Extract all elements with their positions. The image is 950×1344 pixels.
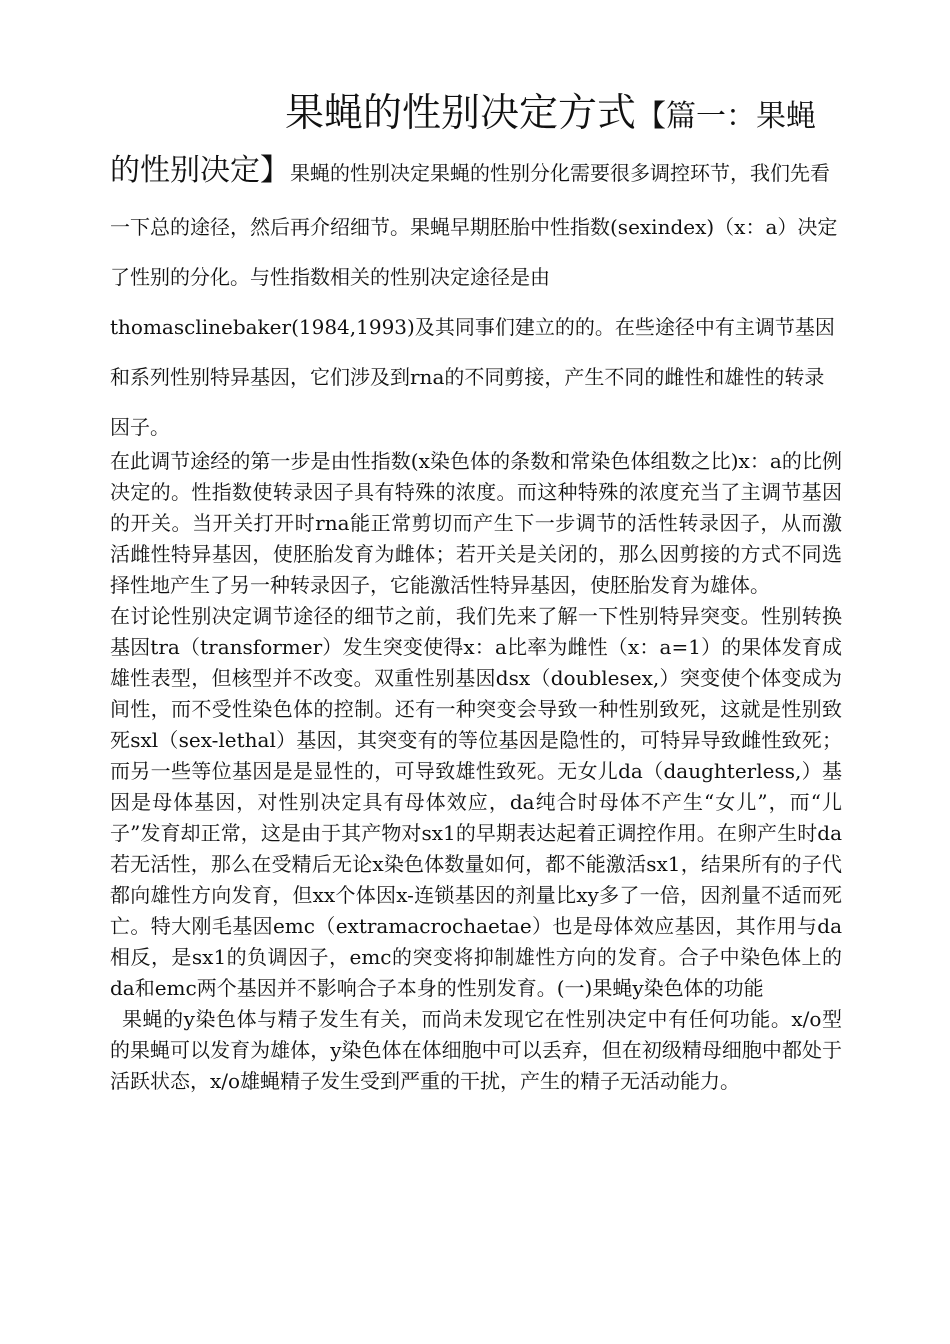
title-block	[110, 88, 842, 446]
paragraph-1: 果蝇的性别决定果蝇的性别分化需要很多调控环节，我们先看一下总的途径，然后再介绍细节。果蝇早期胚胎中性指数(sexindex)（x：a）决定了性别的分化。与性指数相关的性别决定途径是由thomasclinebaker(1984,1993)及其同事们建立的的。在些途径中有主调节基因和系列性别特异基因，它们涉及到rna的不同剪接，产生不同的雌性和雄性的转录因子。	[110, 161, 838, 439]
page-title: 果蝇的性别决定方式	[285, 91, 637, 136]
page-subtitle: 【篇一：果蝇的性别决定】	[110, 99, 817, 188]
paragraph-3: 在讨论性别决定调节途径的细节之前，我们先来了解一下性别特异突变。性别转换基因tra（transformer）发生突变使得x：a比率为雌性（x：a=1）的果体发育成雄性表型，但核型并不改变。双重性别基因dsx（doublesex,）突变使个体变成为间性，而不受性染色体的控制。还有一种突变会导致一种性别致死，这就是性别致死sxl（sex-lethal）基因，其突变有的等位基因是隐性的，可特异导致雌性致死；而另一些等位基因是是显性的，可导致雄性致死。无女儿da（daughterless,）基因是母体基因，对性别决定具有母体效应，da纯合时母体不产生“女儿”，而“儿子”发育却正常，这是由于其产物对sx1的早期表达起着正调控作用。在卵产生时da若无活性，那么在受精后无论x染色体数量如何，都不能激活sx1，结果所有的子代都向雄性方向发育，但xx个体因x-连锁基因的剂量比xy多了一倍，因剂量不适而死亡。特大刚毛基因emc（extramacrochaetae）也是母体效应基因，其作用与da相反，是sx1的负调因子，emc的突变将抑制雄性方向的发育。合子中染色体上的da和emc两个基因并不影响合子本身的性别发育。(一)果蝇y染色体的功能	[110, 604, 842, 1000]
paragraph-4: 果蝇的y染色体与精子发生有关，而尚未发现它在性别决定中有任何功能。x/o型的果蝇可以发育为雄体，y染色体在体细胞中可以丢弃，但在初级精母细胞中都处于活跃状态，x/o雄蝇精子发生受到严重的干扰，产生的精子无活动能力。	[110, 1007, 842, 1093]
paragraph-2: 在此调节途经的第一步是由性指数(x染色体的条数和常染色体组数之比)x：a的比例决定的。性指数使转录因子具有特殊的浓度。而这种特殊的浓度充当了主调节基因的开关。当开关打开时rna能正常剪切而产生下一步调节的活性转录因子，从而激活雌性特异基因，使胚胎发育为雌体；若开关是关闭的，那么因剪接的方式不同选择性地产生了另一种转录因子，它能激活性特异基因，使胚胎发育为雄体。	[110, 449, 842, 597]
